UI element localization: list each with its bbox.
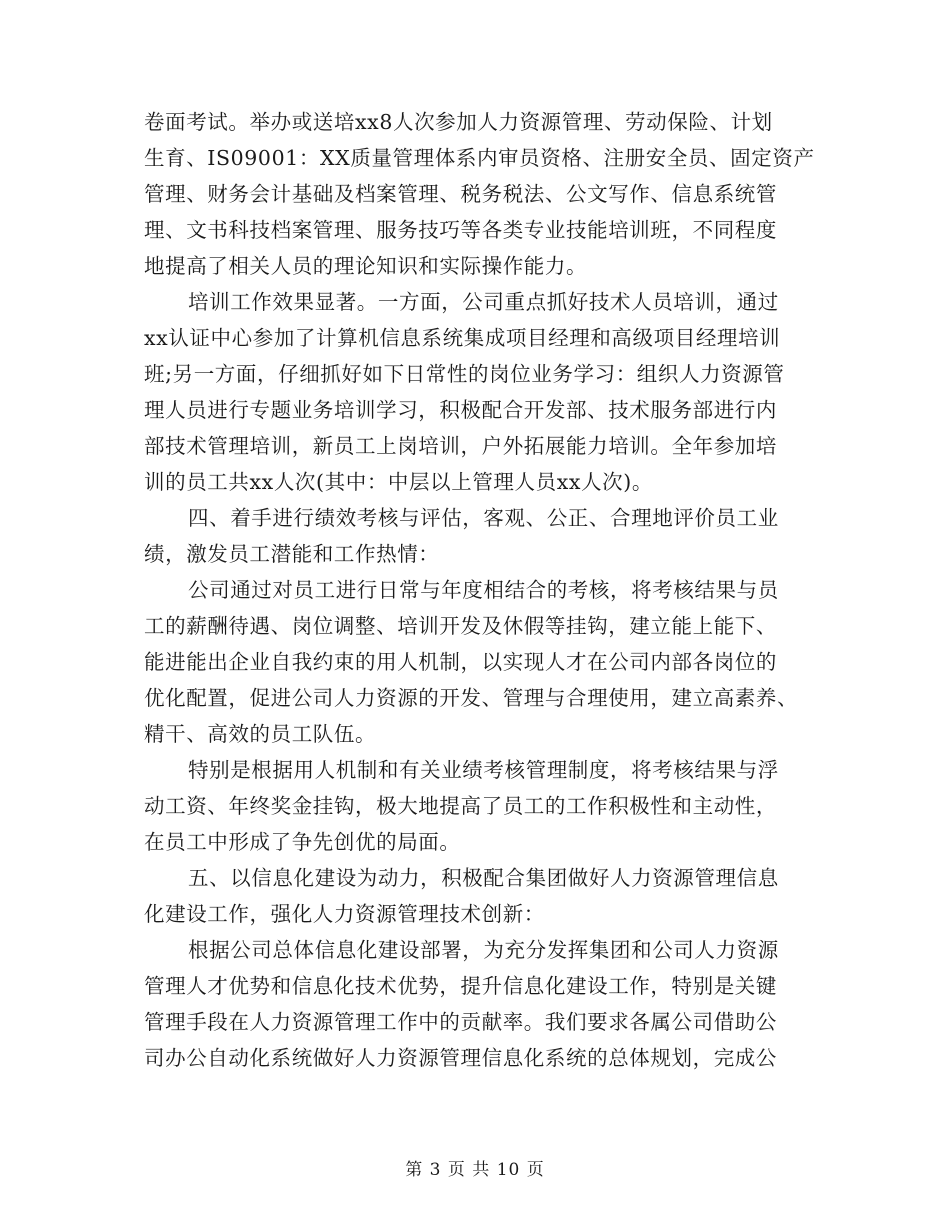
text-line: 管理人才优势和信息化技术优势，提升信息化建设工作，特别是关键 [144,974,777,998]
text-line: 地提高了相关人员的理论知识和实际操作能力。 [144,254,588,278]
text-line: 在员工中形成了争先创优的局面。 [144,830,461,854]
text-line: 卷面考试。举办或送培xx8人次参加人力资源管理、劳动保险、计划 [144,110,773,134]
text-line: 管理、财务会计基础及档案管理、税务税法、公文写作、信息系统管 [144,182,777,206]
text-line: 理人员进行专题业务培训学习，积极配合开发部、技术服务部进行内 [144,398,777,422]
text-line: 管理手段在人力资源管理工作中的贡献率。我们要求各属公司借助公 [144,1010,777,1034]
text-line: 精干、高效的员工队伍。 [144,722,377,746]
section-heading-4: 四、着手进行绩效考核与评估，客观、公正、合理地评价员工业 [188,506,779,530]
section-heading-5: 五、以信息化建设为动力，积极配合集团做好人力资源管理信息 [188,866,779,890]
text-line: 训的员工共xx人次(其中：中层以上管理人员xx人次)。 [144,470,653,494]
text-line: 生育、IS09001：XX质量管理体系内审员资格、注册安全员、固定资产 [144,146,815,170]
text-line: 工的薪酬待遇、岗位调整、培训开发及休假等挂钩，建立能上能下、 [144,614,777,638]
text-line: 动工资、年终奖金挂钩，极大地提高了员工的工作积极性和主动性， [144,794,777,818]
section-heading-4-cont: 绩，激发员工潜能和工作热情： [144,542,440,566]
paragraph-first-line: 培训工作效果显著。一方面，公司重点抓好技术人员培训，通过 [188,290,779,314]
text-line: 优化配置，促进公司人力资源的开发、管理与合理使用，建立高素养、 [144,686,799,710]
text-line: xx认证中心参加了计算机信息系统集成项目经理和高级项目经理培训 [144,326,781,350]
paragraph-first-line: 公司通过对员工进行日常与年度相结合的考核，将考核结果与员 [188,578,779,602]
paragraph-first-line: 特别是根据用人机制和有关业绩考核管理制度，将考核结果与浮 [188,758,779,782]
paragraph-first-line: 根据公司总体信息化建设部署，为充分发挥集团和公司人力资源 [188,938,779,962]
text-line: 能进能出企业自我约束的用人机制，以实现人才在公司内部各岗位的 [144,650,777,674]
page-number-footer: 第 3 页 共 10 页 [405,1160,545,1180]
text-line: 理、文书科技档案管理、服务技巧等各类专业技能培训班，不同程度 [144,218,777,242]
section-heading-5-cont: 化建设工作，强化人力资源管理技术创新： [144,902,545,926]
text-line: 班;另一方面，仔细抓好如下日常性的岗位业务学习：组织人力资源管 [144,362,785,386]
text-line: 部技术管理培训，新员工上岗培训，户外拓展能力培训。全年参加培 [144,434,777,458]
text-line: 司办公自动化系统做好人力资源管理信息化系统的总体规划，完成公 [144,1046,777,1070]
